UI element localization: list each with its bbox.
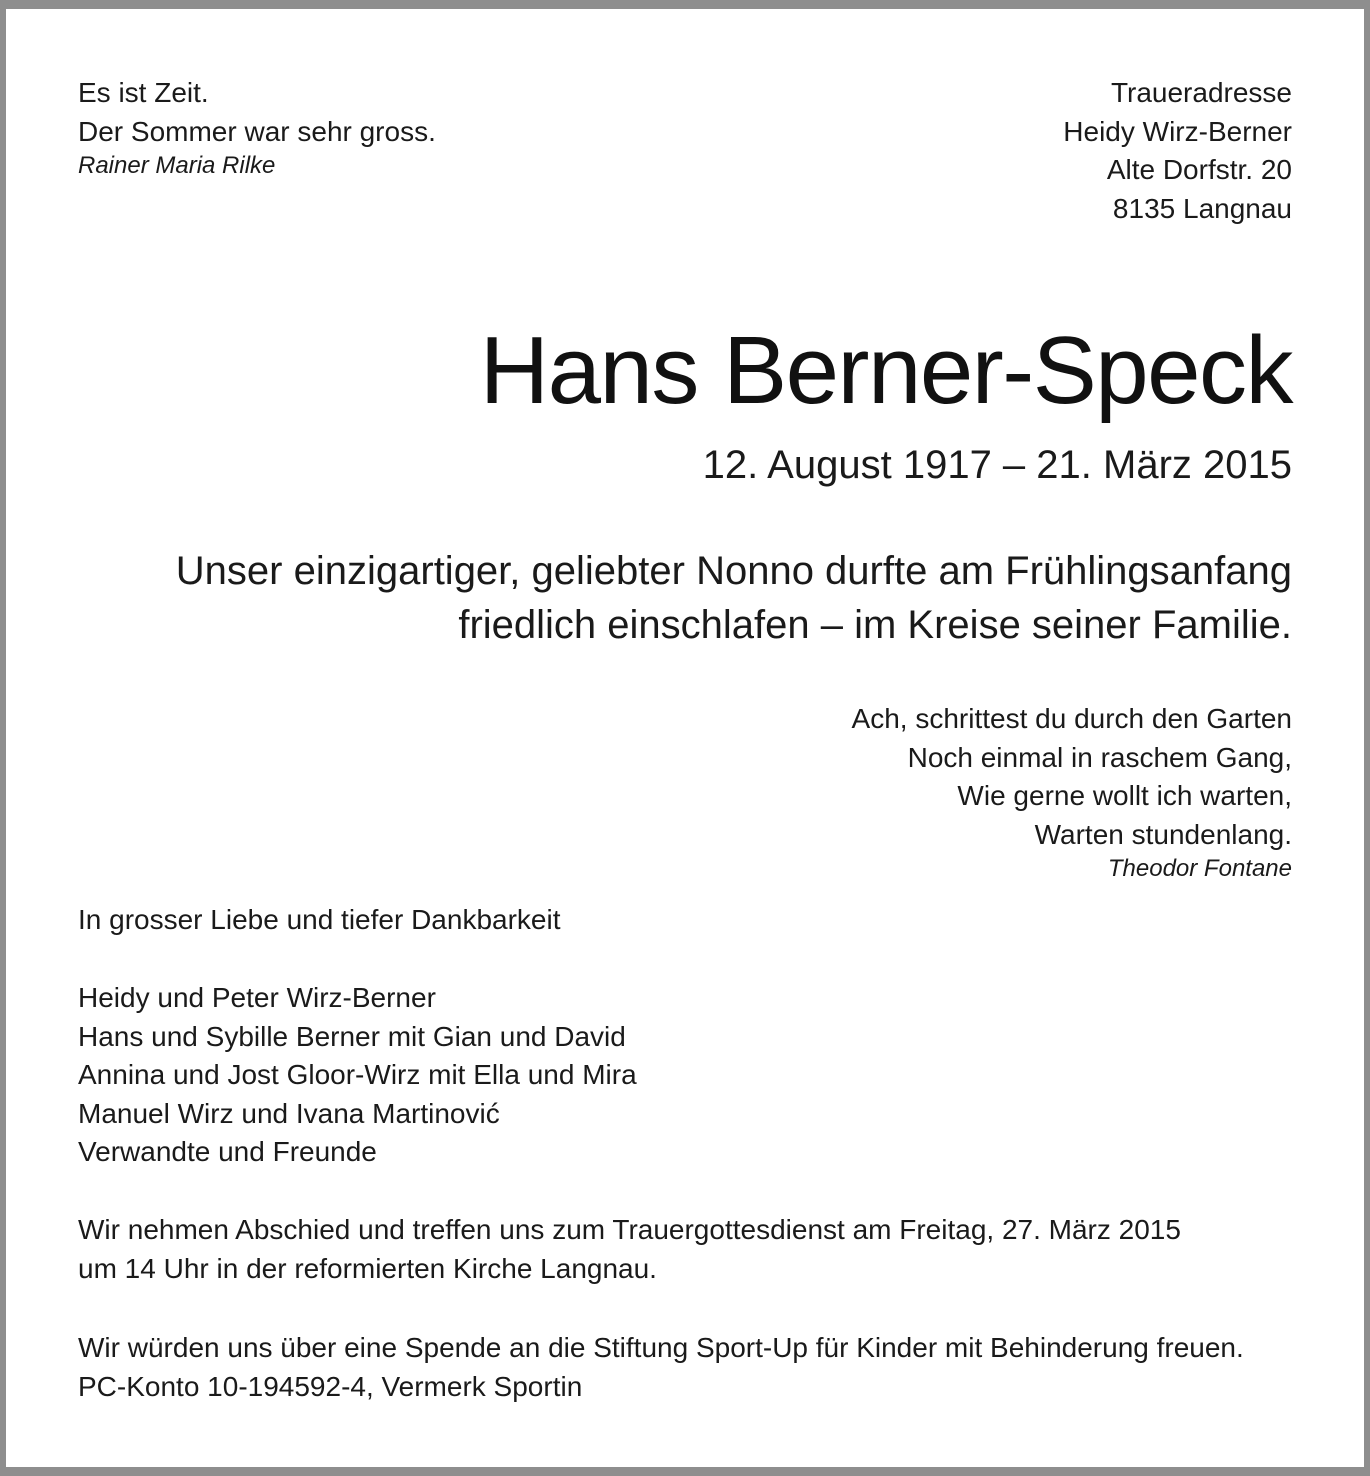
family-member: Heidy und Peter Wirz-Berner <box>78 982 436 1013</box>
service-info <box>78 1211 1181 1288</box>
life-dates: 12. August 1917 – 21. März 2015 <box>702 443 1292 487</box>
poem-line: Ach, schrittest du durch den Garten <box>851 703 1292 734</box>
message-line: friedlich einschlafen – im Kreise seiner Familie. <box>458 603 1292 647</box>
epigraph-line: Es ist Zeit. <box>78 77 209 108</box>
service-line: um 14 Uhr in der reformierten Kirche Langnau. <box>78 1252 657 1284</box>
family-member: Manuel Wirz und Ivana Martinović <box>78 1097 500 1129</box>
deceased-name: Hans Berner-Speck <box>479 317 1292 424</box>
thanks-line: In grosser Liebe und tiefer Dankbarkeit <box>78 904 561 935</box>
family-member: Verwandte und Freunde <box>78 1136 377 1167</box>
epigraph <box>78 74 436 181</box>
mourning-address <box>1063 74 1292 228</box>
announcement-message <box>176 544 1292 652</box>
donation-line: PC-Konto 10-194592-4, Vermerk Sportin <box>78 1370 583 1402</box>
address-line: Alte Dorfstr. 20 <box>1106 154 1292 185</box>
family-list <box>78 979 637 1172</box>
epigraph-line: Der Sommer war sehr gross. <box>78 115 436 147</box>
address-line: Heidy Wirz-Berner <box>1063 115 1292 147</box>
donation-info <box>78 1329 1244 1406</box>
poem-author: Theodor Fontane <box>1107 855 1292 882</box>
address-line: Traueradresse <box>1110 77 1292 108</box>
service-line: Wir nehmen Abschied und treffen uns zum Trauergottesdienst am Freitag, 27. März 2015 <box>78 1214 1181 1245</box>
poem <box>852 700 1292 884</box>
poem-line: Noch einmal in raschem Gang, <box>907 741 1292 773</box>
family-member: Hans und Sybille Berner mit Gian und David <box>78 1020 626 1052</box>
epigraph-author: Rainer Maria Rilke <box>78 152 276 179</box>
address-line: 8135 Langnau <box>1112 192 1292 224</box>
poem-line: Warten stundenlang. <box>1034 818 1292 850</box>
donation-line: Wir würden uns über eine Spende an die Stiftung Sport-Up für Kinder mit Behinderung freuen. <box>78 1332 1244 1363</box>
family-member: Annina und Jost Gloor-Wirz mit Ella und Mira <box>78 1059 637 1090</box>
message-line: Unser einzigartiger, geliebter Nonno durfte am Frühlingsanfang <box>175 549 1292 593</box>
poem-line: Wie gerne wollt ich warten, <box>957 780 1292 811</box>
